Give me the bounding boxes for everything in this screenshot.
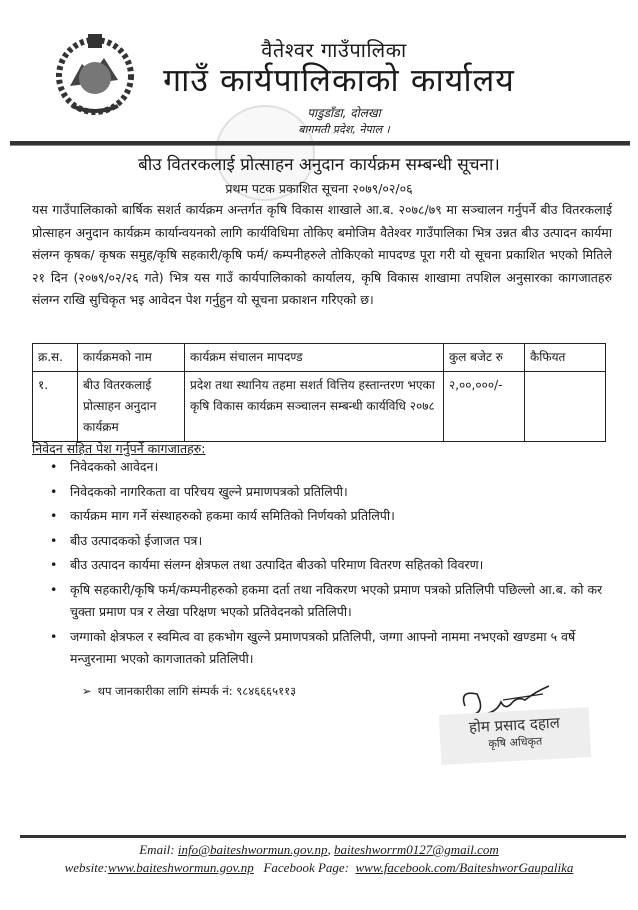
bullet-icon: •: [50, 459, 58, 474]
notice-body: यस गाउँपालिकाको बार्षिक सशर्त कार्यक्रम अन्तर्गत कृषि विकास शाखाले आ.ब. २०७८/७९ मा सञ्चालन गर्नुपर्ने बीउ वितरकलाई प्रोत्साहन अनुदान कार्यक्रम कार्यान्वयनको लागि कार्यविधिमा तोकिए बमोजिम वैतेश्वर गाउँपालिका भित्र उन्नत बीउ उत्पादन कार्यमा संलग्न कृषक/ कृषक समुह/कृषि सहकारी/कृषि फर्म/ कम्पनीहरुले तोकिएको मापदण्ड पूरा गरी यो सूचना प्रकाशित भएको मितिले २१ दिन (२०७९/०२/२६ गते) भित्र यस गाउँ कार्यपालिकाको कार्यालय, कृषि विकास शाखामा तपशिल अनुसारका कागजातहरु संलग्न राखि सुचिकृत भइ आवेदन पेश गर्नुहुन यो सूचना प्रकाशन गरिएको छ।: [32, 202, 612, 307]
list-item: • निवेदकको आवेदन।: [36, 456, 610, 479]
cell-program-name: बीउ वितरकलाई प्रोत्साहन अनुदान कार्यक्रम: [78, 372, 185, 442]
list-item: • बीउ उत्पादन कार्यमा संलग्न क्षेत्रफल तथा उत्पादित बीउको परिमाण वितरण सहितको विवरण।: [36, 554, 610, 577]
list-item: • जग्गाको क्षेत्रफल र स्वमित्व वा हकभोग खुल्ने प्रमाणपत्रको प्रतिलिपी, जग्गा आफ्नो नाममा नभएको खण्डमा ५ वर्षे मन्जुरनामा भएको कागजातको प्रतिलिपी।: [36, 626, 610, 671]
bullet-icon: •: [50, 483, 58, 499]
col-criteria: कार्यक्रम संचालन मापदण्ड: [185, 344, 444, 372]
email-link-1[interactable]: info@baiteshwormun.gov.np: [177, 842, 328, 857]
col-serial: क्र.स.: [33, 344, 78, 372]
list-item: • निवेदकको नागरिकता वा परिचय खुल्ने प्रमाणपत्रको प्रतिलिपी।: [36, 481, 610, 504]
contact-info: [82, 684, 296, 699]
col-remarks: कैफियत: [525, 344, 606, 372]
signer-stamp: [439, 707, 591, 765]
footer-web: website:www.baiteshwormun.gov.np Facebook Page: www.facebook.com/BaiteshworGaupalika: [64, 860, 574, 875]
email-link-2[interactable]: baiteshworrm0127@gmail.com: [334, 842, 499, 857]
org-name: वैतेश्वर गाउँपालिका: [261, 38, 407, 62]
list-item: • बीउ उत्पादकको ईजाजत पत्र।: [36, 530, 610, 553]
bullet-icon: •: [50, 581, 58, 597]
col-program-name: कार्यक्रमको नाम: [78, 344, 185, 372]
cell-criteria: प्रदेश तथा स्थानिय तहमा सशर्त वित्तिय हस्तान्तरण भएका कृषि विकास कार्यक्रम सञ्चालन सम्बन्धी कार्यविधि २०७८: [185, 372, 444, 442]
col-budget: कुल बजेट रु: [444, 344, 525, 372]
bullet-icon: •: [50, 628, 58, 644]
cell-serial: १.: [33, 372, 78, 442]
documents-list: [36, 456, 610, 673]
address-line-1: पाडुडाँडा, दोलखा: [307, 106, 381, 120]
documents-heading: निवेदन सहित पेश गर्नुपर्ने कागजातहरु:: [32, 441, 206, 456]
office-name: गाउँ कार्यपालिकाको कार्यालय: [163, 61, 515, 99]
bullet-icon: •: [50, 557, 58, 572]
list-item: • कार्यक्रम माग गर्ने संस्थाहरुको हकमा कार्य समितिको निर्णयको प्रतिलिपी।: [36, 505, 610, 528]
contact-text: थप जानकारीका लागि संम्पर्क नं: ९८४६६६५११३: [97, 684, 297, 698]
notice-title: बीउ वितरकलाई प्रोत्साहन अनुदान कार्यक्रम सम्बन्धी सूचना।: [138, 155, 500, 175]
arrow-icon: ➢: [82, 684, 92, 698]
bullet-icon: •: [50, 532, 58, 548]
program-table: [32, 343, 606, 442]
signer-name: होम प्रसाद दहाल: [468, 713, 561, 737]
cell-budget: २,००,०००/-: [444, 372, 525, 442]
signer-title: कृषि अधिकृत: [488, 734, 543, 751]
header-divider: [10, 141, 630, 146]
notice-subtitle: प्रथम पटक प्रकाशित सूचना २०७९/०२/०६: [225, 181, 413, 196]
footer-email: Email: info@baiteshwormun.gov.np, baiteshworrm0127@gmail.com: [139, 842, 499, 857]
footer-divider: [20, 835, 626, 838]
facebook-link[interactable]: www.facebook.com/BaiteshworGaupalika: [355, 860, 574, 875]
table-row: [33, 372, 606, 442]
cell-remarks: [525, 372, 606, 442]
website-link[interactable]: www.baiteshwormun.gov.np: [107, 860, 254, 875]
bullet-icon: •: [50, 508, 58, 523]
list-item: • कृषि सहकारी/कृषि फर्म/कम्पनीहरुको हकमा दर्ता तथा नविकरण भएको प्रमाण पत्रको प्रतिलिपी पछिल्लो आ.ब. को कर चुक्ता प्रमाण पत्र र लेखा परिक्षण भएको प्रतिवेदनको प्रतिलिपी।: [36, 579, 610, 624]
table-header-row: [33, 344, 606, 372]
address-line-2: बागमती प्रदेश, नेपाल ।: [298, 123, 390, 136]
